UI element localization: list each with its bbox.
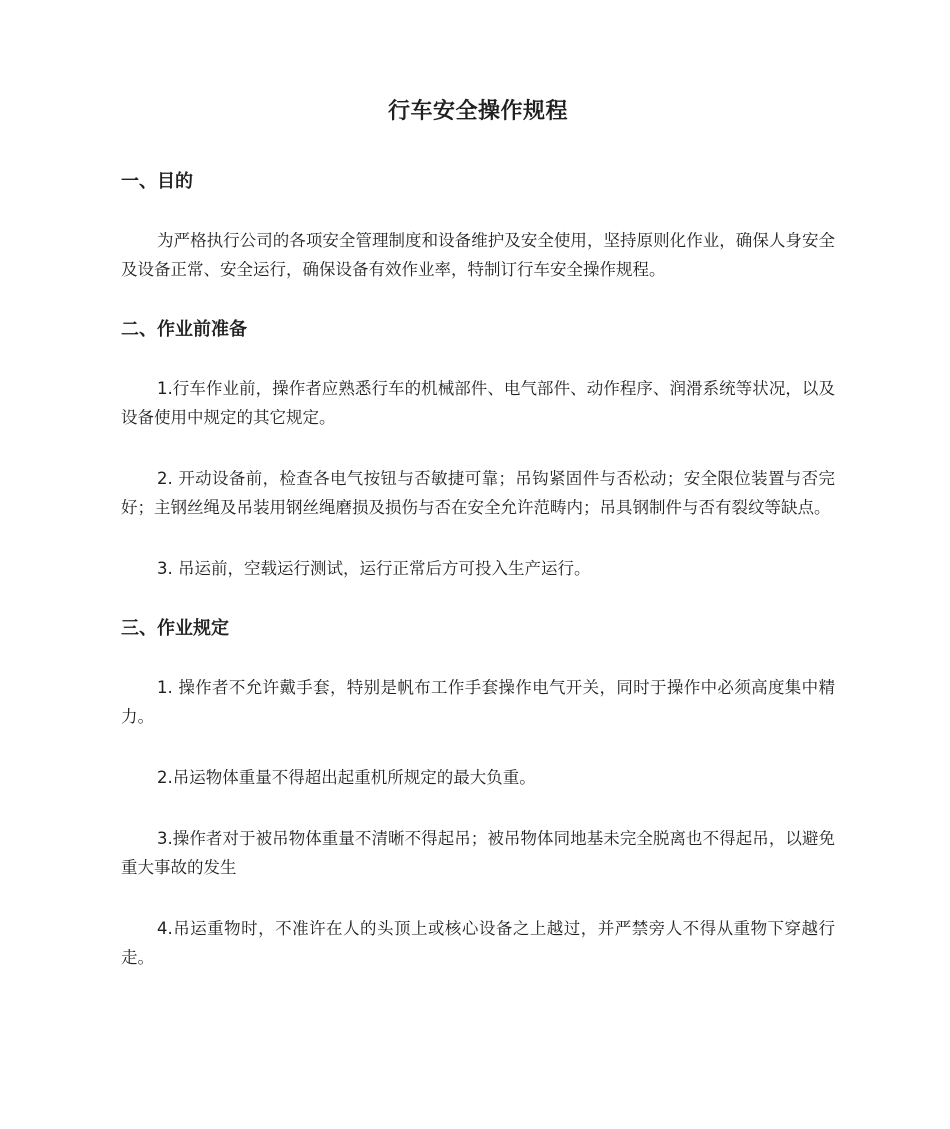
paragraph: 1.行车作业前，操作者应熟悉行车的机械部件、电气部件、动作程序、润滑系统等状况，以及设备使用中规定的其它规定。 xyxy=(121,379,835,427)
section-purpose xyxy=(121,168,835,284)
paragraph: 为严格执行公司的各项安全管理制度和设备维护及安全使用，坚持原则化作业，确保人身安全及设备正常、安全运行，确保设备有效作业率，特制订行车安全操作规程。 xyxy=(121,231,835,279)
paragraph: 3. 吊运前，空载运行测试，运行正常后方可投入生产运行。 xyxy=(157,559,591,578)
section-heading: 一、目的 xyxy=(121,171,193,192)
paragraph: 4.吊运重物时，不准许在人的头顶上或核心设备之上越过，并严禁旁人不得从重物下穿越行走。 xyxy=(121,919,835,967)
paragraph: 3.操作者对于被吊物体重量不清晰不得起吊；被吊物体同地基未完全脱离也不得起吊，以避免重大事故的发生 xyxy=(121,829,835,877)
section-heading: 三、作业规定 xyxy=(121,618,229,639)
paragraph: 2. 开动设备前，检查各电气按钮与否敏捷可靠；吊钩紧固件与否松动；安全限位装置与否完好；主钢丝绳及吊装用钢丝绳磨损及损伤与否在安全允许范畴内；吊具钢制件与否有裂纹等缺点。 xyxy=(121,469,835,517)
paragraph: 1. 操作者不允许戴手套，特别是帆布工作手套操作电气开关，同时于操作中必须高度集中精力。 xyxy=(121,678,835,726)
section-rules xyxy=(121,615,835,972)
section-preparation xyxy=(121,316,835,583)
document-title: 行车安全操作规程 xyxy=(387,99,568,124)
paragraph: 2.吊运物体重量不得超出起重机所规定的最大负重。 xyxy=(157,768,536,787)
section-heading: 二、作业前准备 xyxy=(121,319,247,340)
